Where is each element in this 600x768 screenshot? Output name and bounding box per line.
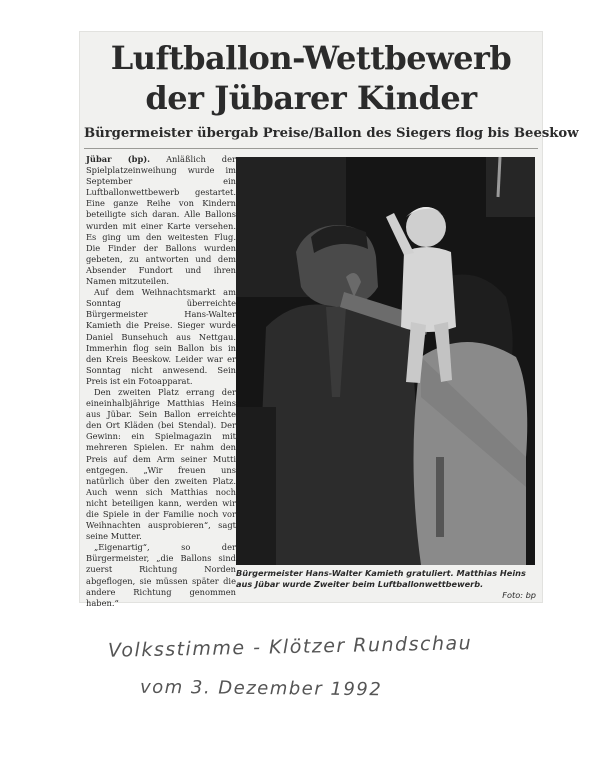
photo-credit: Foto: bp [502, 590, 536, 600]
article-paragraph-1 [86, 154, 236, 287]
handwritten-date: vom 3. Dezember 1992 [139, 676, 383, 701]
headline-line-1: Luftballon-Wettbewerb [110, 39, 512, 77]
handwritten-source: Volksstimme - Klötzer Rundschau [107, 632, 473, 662]
subheadline: Bürgermeister übergab Preise/Ballon des Siegers flog bis Beeskow [84, 126, 579, 141]
news-photo [236, 157, 535, 565]
caption-text: Bürgermeister Hans-Walter Kamieth gratuliert. Matthias Heins aus Jübar wurde Zweiter beim Luftballonwettbewerb. [236, 568, 526, 589]
headline-line-2: der Jübarer Kinder [145, 79, 477, 117]
headline [80, 38, 542, 118]
photo-caption [236, 568, 536, 600]
article-paragraph-2: Auf dem Weihnachtsmarkt am Sonntag überreichte Bürgermeister Hans-Walter Kamieth die Preise. Sieger wurde Daniel Bunsehuch aus Nettgau. Immerhin flog sein Ballon bis in den Kreis Beeskow. Leider war er Sonntag nicht anwesend. Sein Preis ist ein Fotoapparat. [86, 287, 236, 386]
article-body [86, 154, 236, 608]
article-paragraph-3: Den zweiten Platz errang der eineinhalbjährige Matthias Heins aus Jübar. Sein Ballon erreichte den Ort Kläden (bei Stendal). Der Gewinn: ein Spielmagazin mit mehreren Spielen. Er nahm den Preis auf dem Arm seiner Mutti entgegen. „Wir freuen uns natürlich über den zweiten Platz. Auch wenn sich Matthias noch nicht beteiligen kann, werden wir die Spiele in der Familie noch vor Weihnachten ausprobieren“, sagt seine Mutter. [86, 386, 236, 542]
paragraph-text: Anläßlich der Spielplatzeinweihung wurde im September ein Luftballonwettbewerb gestartet. Eine ganze Reihe von Kindern beteiligte sich daran. Alle Ballons wurden mit einer Karte versehen. Es ging um den weitesten Flug. Die Finder der Ballons wurden gebeten, zu antworten und dem Absender Fundort und ihren Namen mitzuteilen. [86, 154, 236, 287]
dateline: Jübar (bp). [86, 154, 151, 164]
newspaper-clipping [80, 32, 579, 608]
divider [84, 148, 538, 149]
photo-illustration [236, 157, 535, 565]
article-paragraph-4: „Eigenartig“, so der Bürgermeister, „die Ballons sind zuerst Richtung Norden abgeflogen, sie müssen später die andere Richtung genommen haben.“ [86, 542, 236, 608]
